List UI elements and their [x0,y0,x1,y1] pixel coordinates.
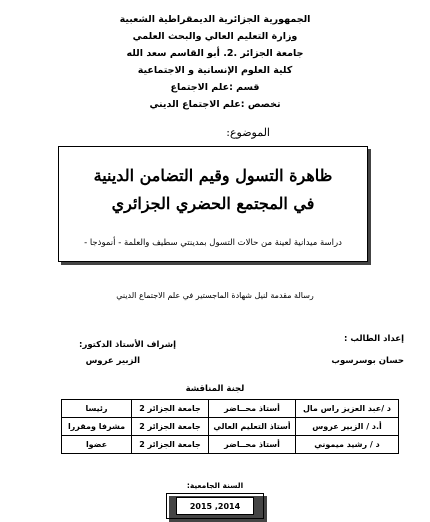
header-department: قسم :علم الاجتماع [170,82,260,93]
member-rank: أستاذ محــاضر [209,436,296,454]
table-row [62,400,399,418]
member-name: د / رشيد ميموني [296,436,399,454]
committee-table [61,399,399,454]
supervisor-label: إشراف الأستاذ الدكتور: [79,340,176,350]
topic-study: دراسة ميدانية لعينة من حالات التسول بمدينتي سطيف والعلمة - أنموذجا - [84,238,342,248]
member-rank: أستاذ التعليم العالي [209,418,296,436]
header-faculty: كلية العلوم الإنسانية و الاجتماعية [137,65,293,76]
student-label: إعداد الطالب : [344,334,404,344]
table-row [62,418,399,436]
member-rank: أستاذ محــاضر [209,400,296,418]
supervisor-name: الزبير عروس [85,356,140,366]
subject-label: الموضوع: [226,126,270,139]
student-name: حسان بوسرسوب [331,356,404,366]
header-specialty: تخصص :علم الاجتماع الديني [149,99,281,110]
member-role: مشرفا ومقررا [62,418,132,436]
member-role: عضوا [62,436,132,454]
topic-title-line1: ظاهرة التسول وقيم التضامن الدينية [93,166,333,185]
academic-year-label: السنة الجامعية: [186,481,244,490]
member-role: رئيسا [62,400,132,418]
header-ministry: وزارة التعليم العالي والبحث العلمي [132,31,298,42]
member-university: جامعة الجزائر 2 [132,436,209,454]
member-name: أ.د / الزبير عروس [296,418,399,436]
topic-title-line2: في المجتمع الحضري الجزائري [111,194,315,213]
member-university: جامعة الجزائر 2 [132,400,209,418]
header-university: جامعة الجزائر .2. أبو القاسم سعد الله [126,48,304,59]
committee-title: لجنة المناقشة [185,384,245,394]
thesis-statement: رسالة مقدمة لنيل شهادة الماجستير في علم الاجتماع الديني [116,291,314,300]
header-republic: الجمهورية الجزائرية الديمقراطية الشعبية [119,14,311,25]
member-name: د /عبد العزيز راس مال [296,400,399,418]
academic-year-value: 2015 ,2014 [176,497,254,515]
member-university: جامعة الجزائر 2 [132,418,209,436]
table-row [62,436,399,454]
